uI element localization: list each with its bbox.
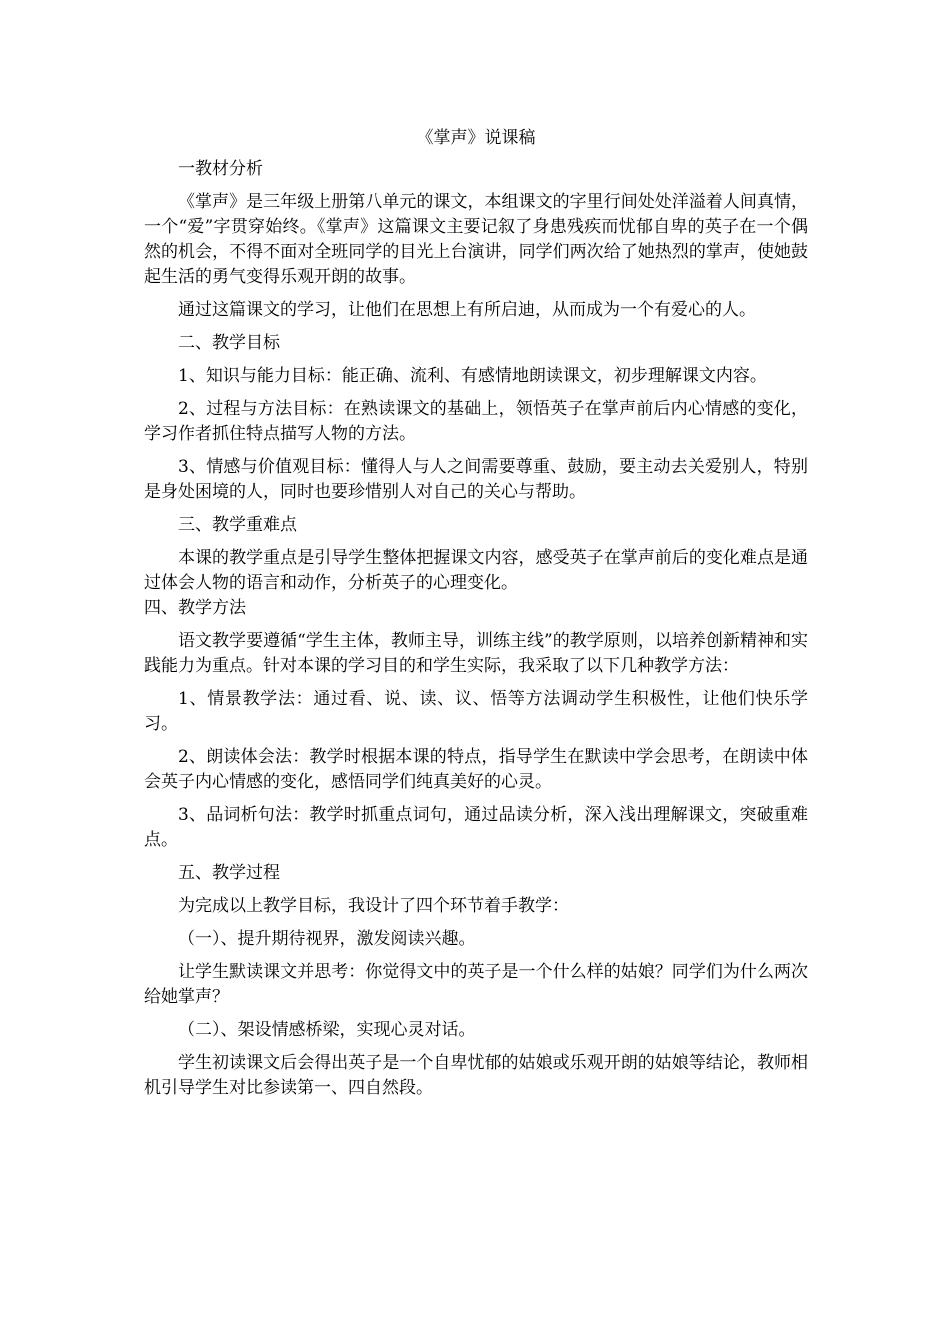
section-heading-key-difficulties: 三、教学重难点 — [178, 515, 297, 535]
process-step-heading-1: （一）、提升期待视界，激发阅读兴趣。 — [178, 929, 476, 949]
paragraph-text-methods-intro: 语文教学要遵循“学生主体，教师主导，训练主线”的教学原则，以培养创新精神和实践能力为重点。针对本课的学习目的和学生实际，我采取了以下几种教学方法： — [144, 631, 808, 676]
document-body — [144, 126, 808, 1109]
goal-item-process: 2、过程与方法目标：在熟读课文的基础上，领悟英子在掌声前后内心情感的变化，学习作者抓住特点描写人物的方法。 — [144, 399, 808, 444]
process-step-text-1: 让学生默读课文并思考：你觉得文中的英子是一个什么样的姑娘？同学们为什么两次给她掌声？ — [144, 962, 808, 1007]
section-heading-teaching-methods: 四、教学方法 — [144, 598, 246, 618]
document-title: 《掌声》说课稿 — [416, 128, 536, 148]
method-item-reading: 2、朗读体会法：教学时根据本课的特点，指导学生在默读中学会思考，在朗读中体会英子内心情感的变化，感悟同学们纯真美好的心灵。 — [144, 747, 808, 792]
goal-item-emotion: 3、情感与价值观目标：懂得人与人之间需要尊重、鼓励，要主动去关爱别人，特别是身处困境的人，同时也要珍惜别人对自己的关心与帮助。 — [144, 457, 808, 502]
method-item-word-analysis: 3、品词析句法：教学时抓重点词句，通过品读分析，深入浅出理解课文，突破重难点。 — [144, 805, 808, 850]
goal-item-knowledge: 1、知识与能力目标：能正确、流利、有感情地朗读课文，初步理解课文内容。 — [178, 366, 767, 386]
paragraph-text-intro: 《掌声》是三年级上册第八单元的课文，本组课文的字里行间处处洋溢着人间真情，一个“爱”字贯穿始终。《掌声》这篇课文主要记叙了身患残疾而忧郁自卑的英子在一个偶然的机会，不得不面对全班同学的目光上台演讲，同学们两次给了她热烈的掌声，使她鼓起生活的勇气变得乐观开朗的故事。 — [144, 192, 808, 287]
paragraph-text-inspiration: 通过这篇课文的学习，让他们在思想上有所启迪，从而成为一个有爱心的人。 — [178, 300, 756, 320]
process-step-heading-2: （二）、架设情感桥梁，实现心灵对话。 — [178, 1020, 476, 1040]
section-heading-material-analysis: 一教材分析 — [178, 159, 263, 179]
paragraph-text-process-intro: 为完成以上教学目标，我设计了四个环节着手教学： — [178, 896, 569, 916]
method-item-scenario: 1、情景教学法：通过看、说、读、议、悟等方法调动学生积极性，让他们快乐学习。 — [144, 689, 808, 734]
section-heading-teaching-process: 五、教学过程 — [178, 863, 280, 883]
section-heading-teaching-goals: 二、教学目标 — [178, 333, 280, 353]
process-step-text-2: 学生初读课文后会得出英子是一个自卑忧郁的姑娘或乐观开朗的姑娘等结论，教师相机引导学生对比参读第一、四自然段。 — [144, 1053, 808, 1098]
paragraph-text-key-points: 本课的教学重点是引导学生整体把握课文内容，感受英子在掌声前后的变化难点是通过体会人物的语言和动作，分析英子的心理变化。 — [144, 548, 808, 593]
